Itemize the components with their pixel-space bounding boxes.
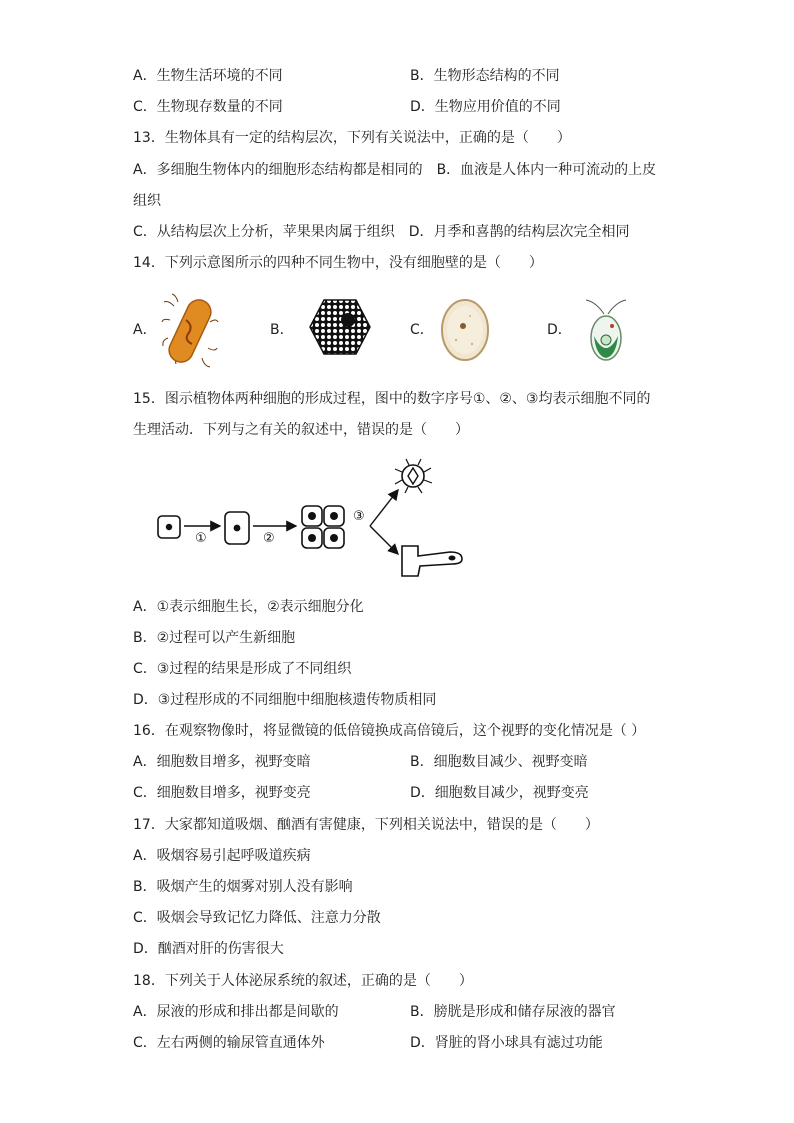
q13-options-cd: C．从结构层次上分析，苹果果肉属于组织 D．月季和喜鹊的结构层次完全相同	[133, 224, 630, 240]
q12-option-c: C．生物现存数量的不同	[133, 99, 283, 115]
q12-option-d: D．生物应用价值的不同	[410, 99, 561, 115]
q14-stem: 14．下列示意图所示的四种不同生物中，没有细胞壁的是（ ）	[133, 255, 543, 271]
q18-option-d: D．肾脏的肾小球具有滤过功能	[410, 1035, 603, 1051]
virus-figure	[308, 298, 372, 356]
q14-label-c: C．	[410, 322, 434, 338]
differentiated-cell-lower	[402, 546, 462, 576]
q17-option-c: C．吸烟会导致记忆力降低、注意力分散	[133, 910, 381, 926]
differentiated-cell-upper	[395, 459, 432, 493]
yeast-cell-figure	[440, 298, 490, 362]
q16-option-c: C．细胞数目增多，视野变亮	[133, 785, 311, 801]
q16-option-d: D．细胞数目减少，视野变亮	[410, 785, 589, 801]
q15-option-d: D．③过程形成的不同细胞中细胞核遗传物质相同	[133, 692, 437, 708]
q18-option-c: C．左右两侧的输尿管直通体外	[133, 1035, 325, 1051]
q13-stem: 13．生物体具有一定的结构层次，下列有关说法中，正确的是（ ）	[133, 130, 571, 146]
q14-label-d: D．	[547, 322, 572, 338]
q15-option-b: B．②过程可以产生新细胞	[133, 630, 296, 646]
q17-option-a: A．吸烟容易引起呼吸道疾病	[133, 848, 311, 864]
process-2-label: ②	[263, 531, 275, 546]
divided-cells	[302, 506, 344, 548]
q18-option-b: B．膀胱是形成和储存尿液的器官	[410, 1004, 616, 1020]
q14-label-b: B．	[270, 322, 294, 338]
q15-option-a: A．①表示细胞生长，②表示细胞分化	[133, 599, 364, 615]
q13-options-ab: A．多细胞生物体内的细胞形态结构都是相同的 B．血液是人体内一种可流动的上皮	[133, 162, 657, 178]
q14-label-a: A．	[133, 322, 157, 338]
bacterium-figure	[160, 292, 220, 370]
q16-option-a: A．细胞数目增多，视野变暗	[133, 754, 311, 770]
q17-stem: 17．大家都知道吸烟、酗酒有害健康，下列相关说法中，错误的是（ ）	[133, 817, 599, 833]
q15-stem-line2: 生理活动．下列与之有关的叙述中，错误的是（ ）	[133, 422, 469, 438]
q17-option-b: B．吸烟产生的烟雾对别人没有影响	[133, 879, 353, 895]
q13-options-ab-cont: 组织	[133, 193, 161, 209]
q12-option-b: B．生物形态结构的不同	[410, 68, 560, 84]
q17-option-d: D．酗酒对肝的伤害很大	[133, 941, 284, 957]
q18-stem: 18．下列关于人体泌尿系统的叙述，正确的是（ ）	[133, 973, 473, 989]
q16-option-b: B．细胞数目减少、视野变暗	[410, 754, 588, 770]
q18-option-a: A．尿液的形成和排出都是间歇的	[133, 1004, 339, 1020]
chlamydomonas-figure	[582, 296, 630, 366]
q12-option-a: A．生物生活环境的不同	[133, 68, 283, 84]
cell-formation-diagram	[150, 458, 470, 580]
process-3-label: ③	[353, 509, 365, 524]
q15-stem-line1: 15．图示植物体两种细胞的形成过程，图中的数字序号①、②、③均表示细胞不同的	[133, 391, 651, 407]
process-1-label: ①	[195, 531, 207, 546]
q16-stem: 16．在观察物像时，将显微镜的低倍镜换成高倍镜后，这个视野的变化情况是（ ）	[133, 723, 646, 739]
q15-option-c: C．③过程的结果是形成了不同组织	[133, 661, 352, 677]
